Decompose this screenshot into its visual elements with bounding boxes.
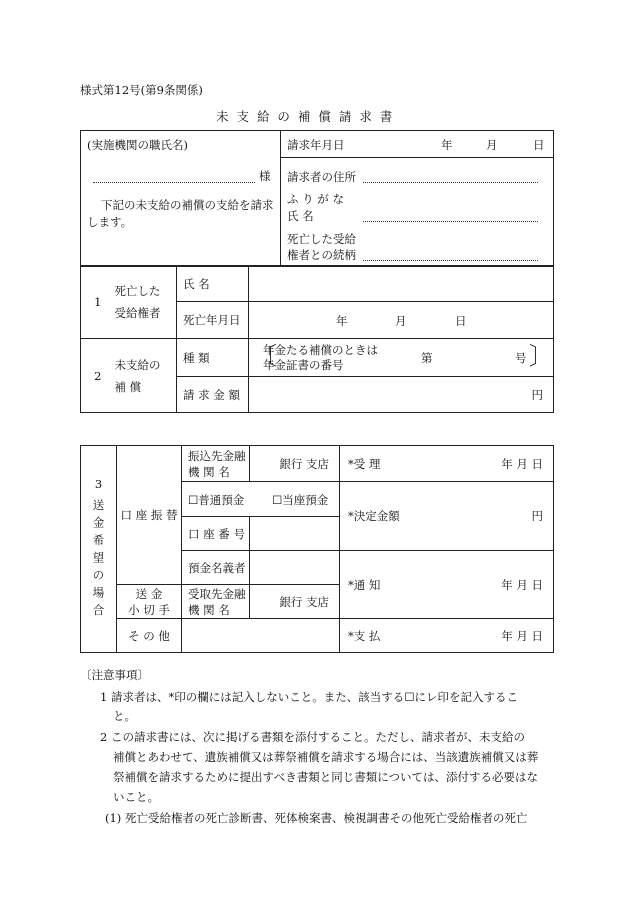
- savings-type-row: [182, 482, 340, 517]
- notes-heading: 〔注意事項〕: [80, 668, 149, 682]
- receiving-branch-field[interactable]: 銀行 支店: [250, 585, 340, 619]
- note-1-line1: 1 請求者は、*印の欄には記入しないこと。また、該当する☐にレ印を記入するこ: [100, 690, 519, 704]
- deceased-name-label: 氏 名: [177, 266, 249, 302]
- pension-note-line2: 年金証書の番号: [263, 358, 344, 372]
- death-date-label: 死亡年月日: [177, 302, 249, 339]
- note-2-line1: 2 この請求書には、次に掲げる書類を添付すること。ただし、請求者が、未支給の: [100, 730, 525, 744]
- relation-field[interactable]: [363, 260, 538, 261]
- relation-label-line2: 権者との続柄: [287, 248, 356, 262]
- address-label: 請求者の住所: [287, 170, 356, 184]
- payment-date[interactable]: 年 月 日: [420, 619, 554, 653]
- account-number-label: 口 座 番 号: [182, 517, 250, 551]
- notice-label: *通 知: [340, 551, 420, 619]
- ordinary-savings-checkbox[interactable]: ☐普通預金: [188, 493, 245, 507]
- notice-date[interactable]: 年 月 日: [420, 551, 554, 619]
- form-number: 様式第12号(第9条関係): [80, 83, 203, 97]
- decided-amount-label: *決定金額: [340, 482, 420, 551]
- page-title: 未 支 給 の 補 償 請 求 書: [216, 109, 395, 124]
- deceased-name-field[interactable]: [249, 266, 554, 302]
- note-2-line4: いこと。: [113, 790, 159, 804]
- remittance-vertical-label: 送金希望の場合: [91, 498, 106, 622]
- note-3-line1: (1) 死亡受給権者の死亡診断書、死体検案書、検視調書その他死亡受給権者の死亡: [105, 811, 528, 825]
- section3-label: 3 送金希望の場合: [81, 446, 117, 653]
- sections-1-2: [80, 265, 554, 413]
- top-block: [80, 130, 554, 267]
- furigana-label: ふ り が な: [287, 192, 344, 206]
- requester-cell: [281, 131, 554, 267]
- addressee-cell: [81, 131, 281, 267]
- payment-label: *支 払: [340, 619, 420, 653]
- agency-label: (実施機関の職氏名): [87, 138, 188, 152]
- section2-number: 2: [81, 339, 115, 413]
- section-3: [80, 445, 554, 653]
- account-holder-field[interactable]: [250, 551, 340, 585]
- request-date-label: 請求年月日: [287, 138, 345, 152]
- request-text-line2: します。: [87, 215, 133, 229]
- account-transfer-label: 口 座 振 替: [117, 446, 182, 585]
- section2-label: 未支給の 補 償: [115, 339, 177, 413]
- year-label: 年: [441, 138, 453, 152]
- note-2-line3: 祭補償を請求するために提出すべき書類と同じ書類については、添付する必要はな: [113, 770, 539, 784]
- relation-label-line1: 死亡した受給: [287, 232, 356, 246]
- compensation-type-label: 種 類: [177, 339, 249, 377]
- check-label: 送 金 小 切 手: [117, 585, 182, 619]
- name-label: 氏 名: [287, 209, 314, 223]
- other-label: そ の 他: [117, 619, 182, 653]
- month-label: 月: [486, 138, 498, 152]
- amount-label: 請 求 金 額: [177, 377, 249, 413]
- name-field[interactable]: [363, 221, 538, 222]
- bank-branch-field[interactable]: 銀行 支店: [250, 446, 340, 482]
- bank-name-label: 振込先金融 機 関 名: [182, 446, 250, 482]
- amount-field[interactable]: 円: [249, 377, 554, 413]
- decided-amount-field[interactable]: 円: [420, 482, 554, 551]
- account-number-field[interactable]: [250, 517, 340, 551]
- other-field[interactable]: [182, 619, 340, 653]
- compensation-type-field[interactable]: 〔 年金たる補償のときは 年金証書の番号 第 号 〕: [249, 339, 554, 377]
- request-text-line1: 下記の未支給の補償の支給を請求: [101, 198, 274, 212]
- death-date-field[interactable]: 年 月 日: [249, 302, 554, 339]
- section1-label: 死亡した 受給権者: [115, 266, 177, 339]
- account-holder-label: 預金名義者: [182, 551, 250, 585]
- receiving-bank-label: 受取先金融 機 関 名: [182, 585, 250, 619]
- sama-label: 様: [259, 169, 271, 183]
- receipt-date[interactable]: 年 月 日: [420, 446, 554, 482]
- pension-note-line1: 年金たる補償のときは: [263, 343, 378, 357]
- receipt-label: *受 理: [340, 446, 420, 482]
- current-savings-checkbox[interactable]: ☐当座預金: [272, 493, 329, 507]
- day-label: 日: [533, 138, 545, 152]
- section1-number: 1: [81, 266, 115, 339]
- agency-name-field[interactable]: [93, 182, 255, 183]
- note-2-line2: 補償とあわせて、遺族補償又は葬祭補償を請求する場合には、当該遺族補償又は葬: [113, 750, 539, 764]
- address-field[interactable]: [363, 182, 538, 183]
- note-1-line2: と。: [113, 709, 136, 723]
